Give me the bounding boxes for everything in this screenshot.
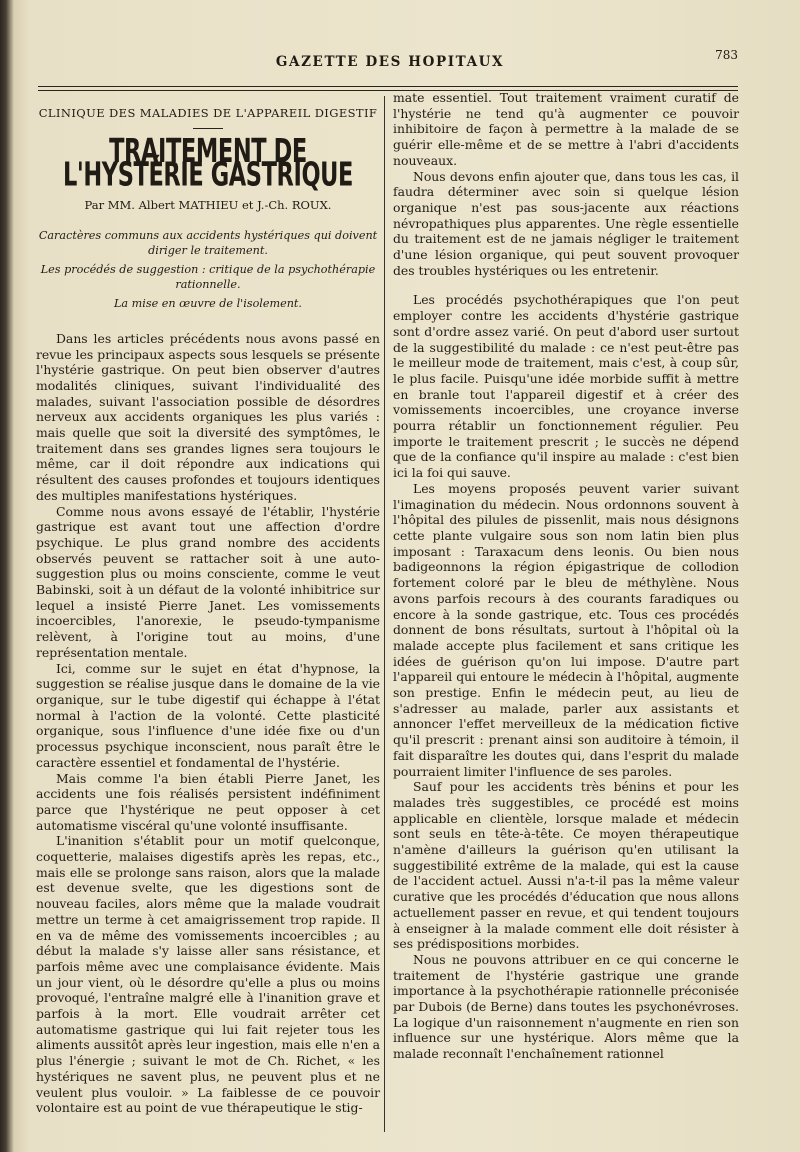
summary-line: La mise en œuvre de l'isolement. xyxy=(114,296,302,310)
paragraph: Les moyens proposés peuvent varier suivant l'imagination du médecin. Nous ordonnons souvent à l'hôpital des pilules de pissenlit, mais nous désignons cette plante vulgaire sous son nom latin bien plus imposant : Taraxacum dens leonis. Ou bien nous badigeonnons la région épigastrique de collodion fortement coloré par le bleu de méthylène. Nous avons parfois recours à des courants faradiques ou encore à la sonde gastrique, etc. Tous ces procédés donnent de bons résultats, surtout à l'hôpital où la malade accepte plus facilement et sans critique les idées de guérison qu'on lui impose. D'autre part l'appareil qui entoure le médecin à l'hôpital, augmente son prestige. Enfin le médecin peut, au lieu de s'adresser au malade, parler aux assistants et annoncer l'effet merveilleux de la médication fictive qu'il prescrit : prenant ainsi son auditoire à témoin, il fait disparaître les doutes qui, dans l'esprit du malade pourraient limiter l'influence de ses paroles. xyxy=(393,480,739,779)
paragraph: Les procédés psychothérapiques que l'on peut employer contre les accidents d'hystérie gastrique sont d'ordre assez varié. On peut d'abord user surtout de la suggestibilité du malade : ce n'est peut-être pas le meilleur mode de traitement, mais c'est, à coup sûr, le plus facile. Puisqu'une idée morbide suffit à mettre en branle tout l'appareil digestif et à créer des vomissements incoercibles, une croyance inverse pourra rétablir un fonctionnement régulier. Peu importe le traitement prescrit ; le succès ne dépend que de la confiance qu'il inspire au malade : c'est bien ici la foi qui sauve. xyxy=(393,292,739,481)
paragraph: Comme nous avons essayé de l'établir, l'hystérie gastrique est avant tout une affection d'ordre psychique. Le plus grand nombre des accidents observés peuvent se rattacher soit à une auto-suggestion plus ou moins consciente, comme le veut Babinski, soit à un défaut de la volonté inhibitrice sur lequel a insisté Pierre Janet. Les vomissements incoercibles, l'anorexie, le pseudo-tympanisme relèvent, à l'origine tout au moins, d'une représentation mentale. xyxy=(36,503,380,660)
paragraph: Dans les articles précédents nous avons passé en revue les principaux aspects sous lesquels se présente l'hystérie gastrique. On peut bien observer d'autres modalités cliniques, suivant l'individualité des malades, suivant l'association possible de désordres nerveux aux accidents organiques les plus variés : mais quelle que soit la diversité des symptômes, le traitement dans ses grandes lignes sera toujours le même, car il doit répondre aux indications qui résultent des causes profondes et toujours identiques des multiples manifestations hystériques. xyxy=(36,330,380,503)
authors-byline: Par MM. Albert MATHIEU et J.-Ch. ROUX. xyxy=(84,198,332,213)
paragraph: Ici, comme sur le sujet en état d'hypnose, la suggestion se réalise jusque dans le domaine de la vie organique, sur le tube digestif qui échappe à l'état normal à l'action de la volonté. Cette plasticité organique, sous l'influence d'une idée fixe ou d'un processus psychique inconscient, nous paraît être le caractère essentiel et fondamental de l'hystérie. xyxy=(36,660,380,770)
paragraph: Nous devons enfin ajouter que, dans tous les cas, il faudra déterminer avec soin si quelque lésion organique n'est pas sous-jacente aux réactions névropathiques plus apparentes. Une règle essentielle du traitement est de ne jamais négliger le traitement d'une lésion organique, qui peut souvent provoquer des troubles hystériques ou les entretenir. xyxy=(393,168,739,278)
column-divider xyxy=(384,96,385,1132)
page-number: 783 xyxy=(715,48,738,62)
section-heading: CLINIQUE DES MALADIES DE L'APPAREIL DIGESTIF xyxy=(38,106,378,120)
paragraph: L'inanition s'établit pour un motif quelconque, coquetterie, malaises digestifs après les repas, etc., mais elle se prolonge sans raison, alors que la malade est devenue svelte, que les digestions sont de nouveau faciles, alors même que la malade voudrait mettre un terme à cet amaigrissement trop rapide. Il en va de même des vomissements incoercibles ; au début la malade s'y laisse aller sans résistance, et parfois même avec une complaisance évidente. Mais un jour vient, où le désordre qu'elle a plus ou moins provoqué, l'entraîne malgré elle à l'inanition grave et parfois à la mort. Elle voudrait arrêter cet automatisme gastrique qui lui fait rejeter tous les aliments aussitôt après leur ingestion, mais elle n'en a plus l'énergie ; suivant le mot de Ch. Richet, « les hystériques ne savent plus, ne peuvent plus et ne veulent plus vouloir. » La faiblesse de ce pouvoir volontaire est au point de vue thérapeutique le stig- xyxy=(36,833,380,1116)
header-rule xyxy=(38,86,738,87)
paragraph: Mais comme l'a bien établi Pierre Janet, les accidents une fois réalisés persistent indéfiniment parce que l'hystérique ne peut opposer à cet automatisme viscéral qu'une volonté insuffisante. xyxy=(36,770,380,833)
article-title: TRAITEMENT DE L'HYSTÉRIE GASTRIQUE xyxy=(62,132,354,194)
right-column xyxy=(393,90,739,1062)
page-header xyxy=(40,48,740,78)
left-column xyxy=(36,100,380,1116)
paragraph: mate essentiel. Tout traitement vraiment curatif de l'hystérie ne tend qu'à augmenter ce pouvoir inhibitoire de façon à permettre à la malade de se guérir elle-même et de se mettre à l'abri d'accidents nouveaux. xyxy=(393,90,739,168)
journal-title: GAZETTE DES HOPITAUX xyxy=(275,54,505,70)
summary-line: Caractères communs aux accidents hystériques qui doivent diriger le traitement. xyxy=(38,228,378,257)
heading-rule xyxy=(193,128,223,129)
paragraph: Nous ne pouvons attribuer en ce qui concerne le traitement de l'hystérie gastrique une grande importance à la psychothérapie rationnelle préconisée par Dubois (de Berne) dans toutes les psychonévroses. La logique d'un raisonnement n'augmente en rien son influence sur une hystérique. Alors même que la malade reconnaît l'enchaînement rationnel xyxy=(393,951,739,1062)
paragraph: Sauf pour les accidents très bénins et pour les malades très suggestibles, ce procédé est moins applicable en clientèle, lorsque malade et médecin sont seuls en tête-à-tête. Ce moyen thérapeutique n'amène d'ailleurs la guérison qu'en utilisant la suggestibilité extrême de la malade, qui est la cause de l'accident actuel. Aussi n'a-t-il pas la même valeur curative que les procédés d'éducation que nous allons actuellement passer en revue, et qui tendent toujours à enseigner à la malade comment elle doit résister à ses prédispositions morbides. xyxy=(393,779,739,952)
summary-line: Les procédés de suggestion : critique de la psychothérapie rationnelle. xyxy=(40,262,376,291)
